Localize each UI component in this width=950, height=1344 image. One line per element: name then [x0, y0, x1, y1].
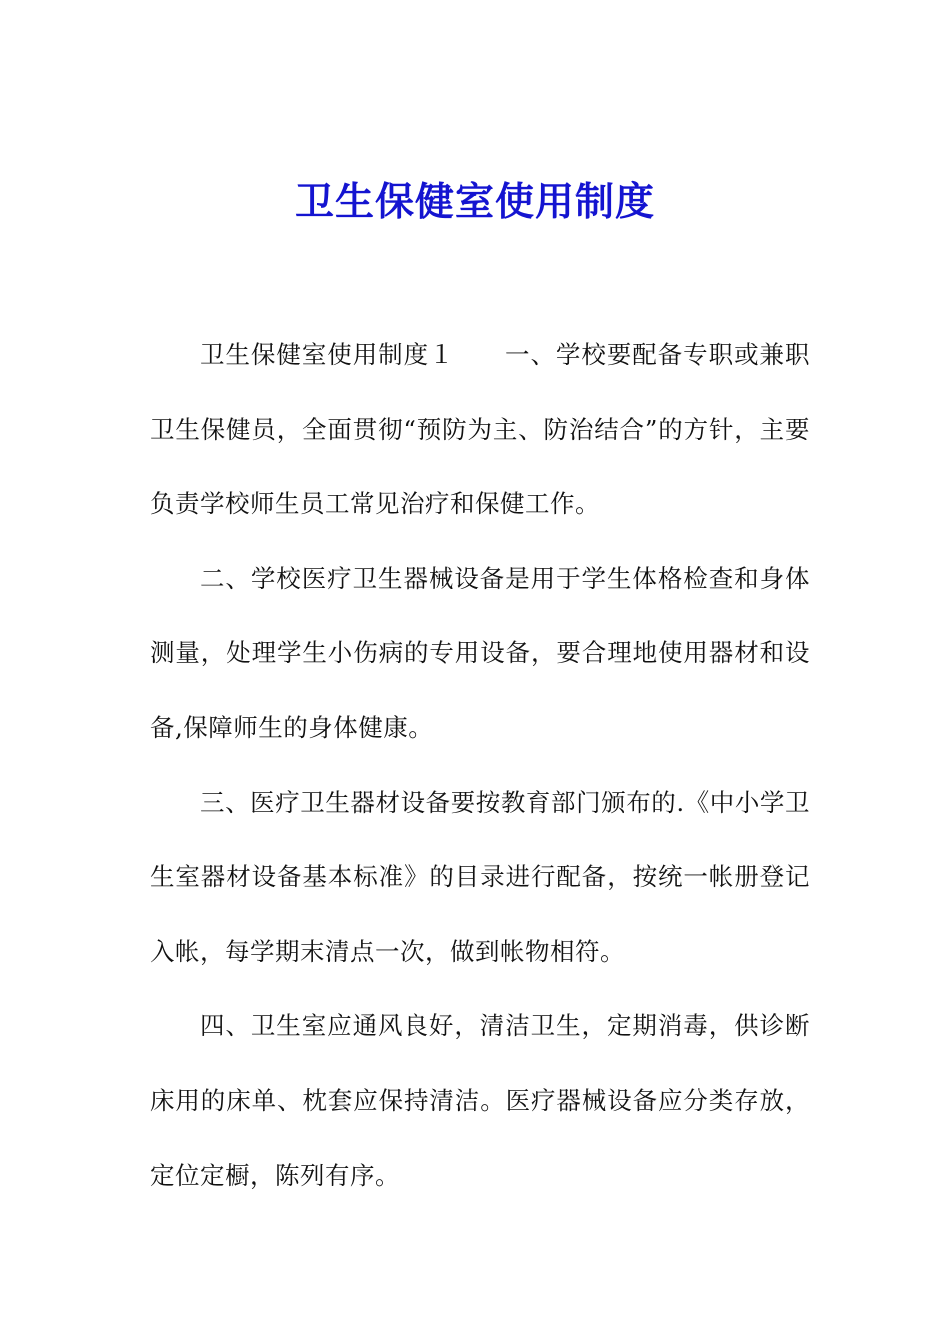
paragraph-1-heading: 卫生保健室使用制度１	[200, 340, 455, 369]
paragraph-1-text: 一、学校要配备专职或兼职卫生保健员，全面贯彻“预防为主、防治结合”的方针，主要负责学校师生员工常见治疗和保健工作。	[150, 340, 811, 519]
paragraph-1	[150, 318, 810, 542]
paragraph-2: 二、学校医疗卫生器械设备是用于学生体格检查和身体测量，处理学生小伤病的专用设备，要合理地使用器材和设备,保障师生的身体健康。	[150, 563, 810, 742]
document-title: 卫生保健室使用制度	[294, 179, 655, 225]
paragraph-4: 四、卫生室应通风良好，清洁卫生，定期消毒，供诊断床用的床单、枕套应保持清洁。医疗器械设备应分类存放，定位定橱，陈列有序。	[150, 1011, 810, 1190]
document-body	[150, 318, 810, 1213]
paragraph-3: 三、医疗卫生器材设备要按教育部门颁布的.《中小学卫生室器材设备基本标准》的目录进行配备，按统一帐册登记入帐，每学期末清点一次，做到帐物相符。	[150, 787, 810, 966]
